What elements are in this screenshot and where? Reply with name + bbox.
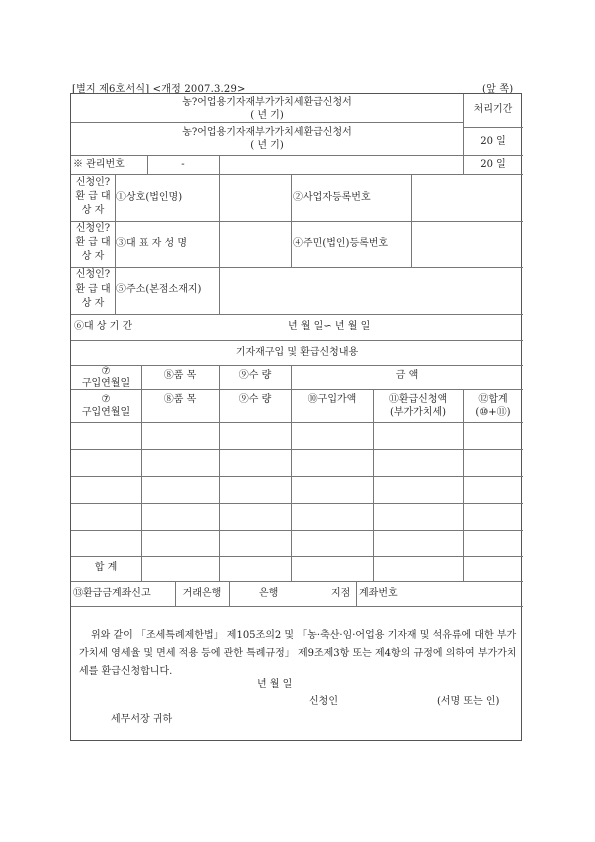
processing-days: 20 일: [480, 159, 506, 170]
account-number-label: 계좌번호: [359, 588, 398, 599]
rule: [71, 314, 523, 315]
purchase-date-header: 구입연월일: [81, 407, 131, 418]
management-number-value: -: [181, 159, 185, 170]
rule: [71, 221, 523, 222]
signature-label: (서명 또는 인): [437, 696, 500, 707]
amount-header: 금 액: [395, 370, 419, 381]
rule: [71, 530, 523, 531]
form-title: 농?어업용기자재부가가치세환급신청서: [182, 97, 352, 108]
quantity-header: ⑨수 량: [238, 394, 272, 405]
refund-application-form: [70, 93, 522, 741]
resident-reg-number-label: ④주민(법인)등록번호: [293, 238, 389, 249]
processing-days: 20 일: [480, 136, 506, 147]
applicant-label: 신청인: [309, 696, 338, 707]
total-header: (⑩+⑪): [475, 407, 511, 418]
rule: [291, 174, 292, 267]
rule: [71, 340, 523, 341]
applicant-side-label: 환 급 대: [75, 284, 111, 295]
applicant-side-label: 상 자: [81, 251, 105, 262]
applicant-side-label: 신청인?: [75, 177, 111, 188]
rule: [219, 174, 220, 314]
bank-label: 거래은행: [182, 588, 222, 599]
business-reg-number-label: ②사업자등록번호: [293, 192, 371, 203]
representative-name-label: ③대 표 자 성 명: [116, 238, 188, 249]
bank-suffix: 은행: [259, 588, 279, 599]
target-period-value: 년 월 일∽ 년 월 일: [288, 321, 371, 332]
purchase-date-header: ⑦: [101, 366, 111, 377]
form-number: [별지 제6호서식] <개정 2007.3.29>: [72, 84, 246, 95]
rule: [71, 476, 523, 477]
rule: [463, 127, 523, 128]
rule: [229, 581, 230, 606]
applicant-side-label: 환 급 대: [75, 237, 111, 248]
item-header: ⑧품 목: [163, 394, 197, 405]
rule: [291, 389, 292, 581]
rule: [71, 556, 523, 557]
rule: [71, 174, 523, 175]
management-number-label: ※ 관리번호: [73, 159, 125, 170]
page-side-label: (앞 쪽): [482, 84, 514, 95]
addressee: 세무서장 귀하: [111, 714, 173, 725]
form-title-repeat: 농?어업용기자재부가가치세환급신청서: [182, 127, 352, 138]
rule: [71, 122, 463, 123]
purchase-date-header: 구입연월일: [81, 378, 131, 389]
rule: [219, 155, 220, 174]
rule: [141, 389, 142, 581]
branch-suffix: 지점: [331, 588, 351, 599]
purchase-date-header: ⑦: [101, 394, 111, 405]
rule: [356, 581, 357, 606]
rule: [71, 267, 523, 268]
purchase-price-header: ⑩구입가액: [307, 394, 357, 405]
purchase-section-title: 기자재구입 및 환급신청내용: [235, 347, 359, 358]
rule: [71, 503, 523, 504]
applicant-side-label: 신청인?: [75, 223, 111, 234]
rule: [71, 155, 523, 156]
applicant-side-label: 상 자: [81, 298, 105, 309]
declaration-date: 년 월 일: [257, 679, 293, 690]
form-title-year: ( 년 기): [250, 110, 284, 121]
business-name-label: ①상호(법인명): [116, 192, 183, 203]
applicant-side-label: 상 자: [81, 205, 105, 216]
refund-amount-header: (부가가치세): [389, 407, 447, 418]
rule: [71, 606, 523, 607]
declaration-text: 위와 같이 「조세특례제한법」 제105조의2 및 「농·축산·임·어업용 기자재 및 석유류에 대한 부가가치세 영세율 및 면세 적용 등에 관한 특례규정」 제9조제3항 또는 제4항의 규정에 의하여 부가가치세를 환급신청합니다.: [79, 630, 517, 677]
refund-account-label: ⑬환급금계좌신고: [73, 588, 151, 599]
processing-period-label: 처리기간: [473, 104, 513, 115]
form-title-repeat-year: ( 년 기): [250, 140, 284, 151]
rule: [411, 174, 412, 267]
rule: [71, 581, 523, 582]
rule: [71, 422, 523, 423]
total-header: ⑫합계: [478, 394, 508, 405]
quantity-header: ⑨수 량: [238, 370, 272, 381]
rule: [219, 389, 220, 581]
address-label: ⑤주소(본점소재지): [116, 284, 202, 295]
grand-total-label: 합 계: [94, 562, 118, 573]
refund-amount-header: ⑪환급신청액: [388, 394, 448, 405]
item-header: ⑧품 목: [163, 370, 197, 381]
applicant-side-label: 신청인?: [75, 269, 111, 280]
applicant-side-label: 환 급 대: [75, 191, 111, 202]
target-period-label: ⑥대 상 기 간: [74, 321, 133, 332]
rule: [71, 449, 523, 450]
